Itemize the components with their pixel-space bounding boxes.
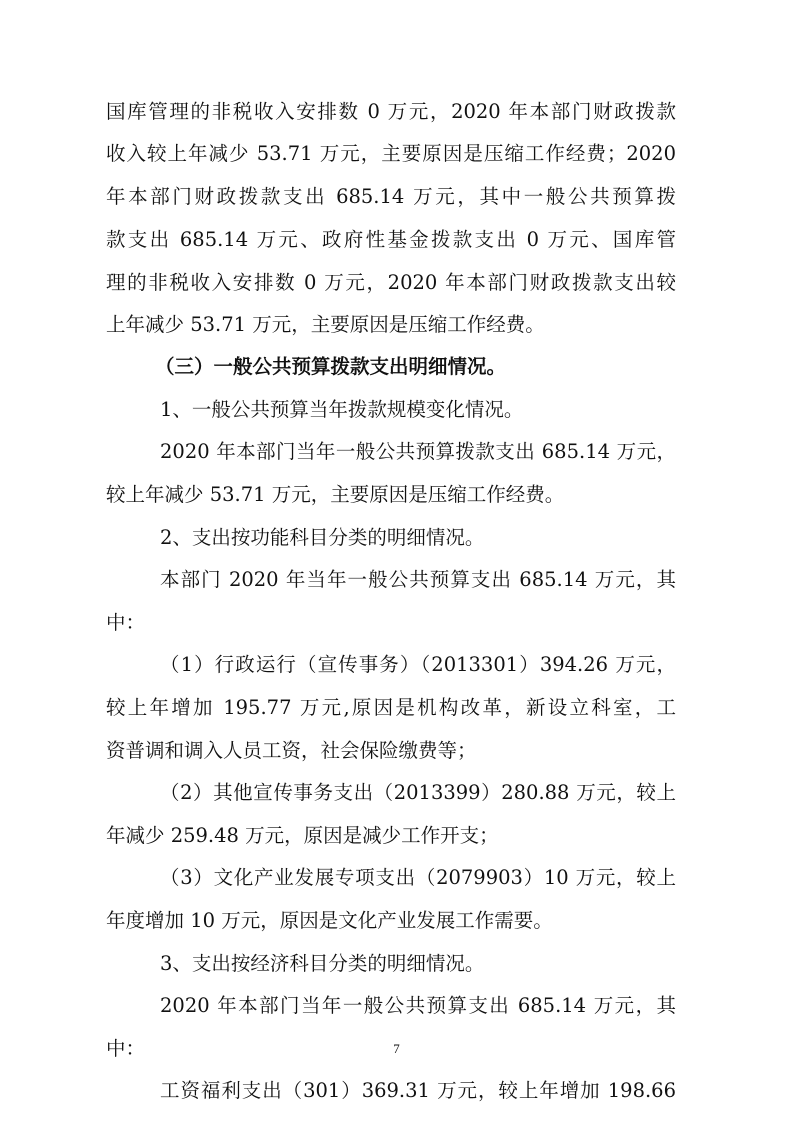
subsection-heading: 1、一般公共预算当年拨款规模变化情况。 xyxy=(160,398,524,421)
paragraph-line: 收入较上年减少 53.71 万元，主要原因是压缩工作经费；2020 xyxy=(106,142,676,165)
list-item-line: （2）其他宣传事务支出（2013399）280.88 万元，较上 xyxy=(160,781,676,804)
paragraph-line: 中： xyxy=(106,1037,146,1060)
list-item-line: 年度增加 10 万元，原因是文化产业发展工作需要。 xyxy=(106,909,553,932)
list-item-line: （3）文化产业发展专项支出（2079903）10 万元，较上 xyxy=(160,866,676,889)
paragraph-line: 工资福利支出（301）369.31 万元，较上年增加 198.66 xyxy=(160,1079,676,1102)
page-number: 7 xyxy=(393,1041,400,1056)
paragraph-line: 上年减少 53.71 万元，主要原因是压缩工作经费。 xyxy=(106,313,545,336)
section-heading: （三）一般公共预算拨款支出明细情况。 xyxy=(155,355,507,378)
paragraph-line: 本部门 2020 年当年一般公共预算支出 685.14 万元，其 xyxy=(160,568,676,591)
paragraph-line: 较上年减少 53.71 万元，主要原因是压缩工作经费。 xyxy=(106,483,565,506)
paragraph-line: 款支出 685.14 万元、政府性基金拨款支出 0 万元、国库管 xyxy=(106,228,676,251)
list-item-line: 年减少 259.48 万元，原因是减少工作开支； xyxy=(106,824,499,847)
paragraph-line: 2020 年本部门当年一般公共预算支出 685.14 万元，其 xyxy=(160,994,676,1017)
list-item-line: 较上年增加 195.77 万元,原因是机构改革，新设立科室，工 xyxy=(106,696,676,719)
paragraph-line: 中： xyxy=(106,611,146,634)
paragraph-line: 理的非税收入安排数 0 万元，2020 年本部门财政拨款支出较 xyxy=(106,271,676,294)
paragraph-line: 2020 年本部门当年一般公共预算拨款支出 685.14 万元， xyxy=(160,440,676,463)
list-item-line: 资普调和调入人员工资，社会保险缴费等； xyxy=(106,739,477,762)
paragraph-line: 国库管理的非税收入安排数 0 万元，2020 年本部门财政拨款 xyxy=(106,100,676,123)
list-item-line: （1）行政运行（宣传事务）（2013301）394.26 万元， xyxy=(160,653,676,676)
subsection-heading: 3、支出按经济科目分类的明细情况。 xyxy=(160,952,485,975)
paragraph-line: 年本部门财政拨款支出 685.14 万元，其中一般公共预算拨 xyxy=(106,185,676,208)
subsection-heading: 2、支出按功能科目分类的明细情况。 xyxy=(160,526,485,549)
